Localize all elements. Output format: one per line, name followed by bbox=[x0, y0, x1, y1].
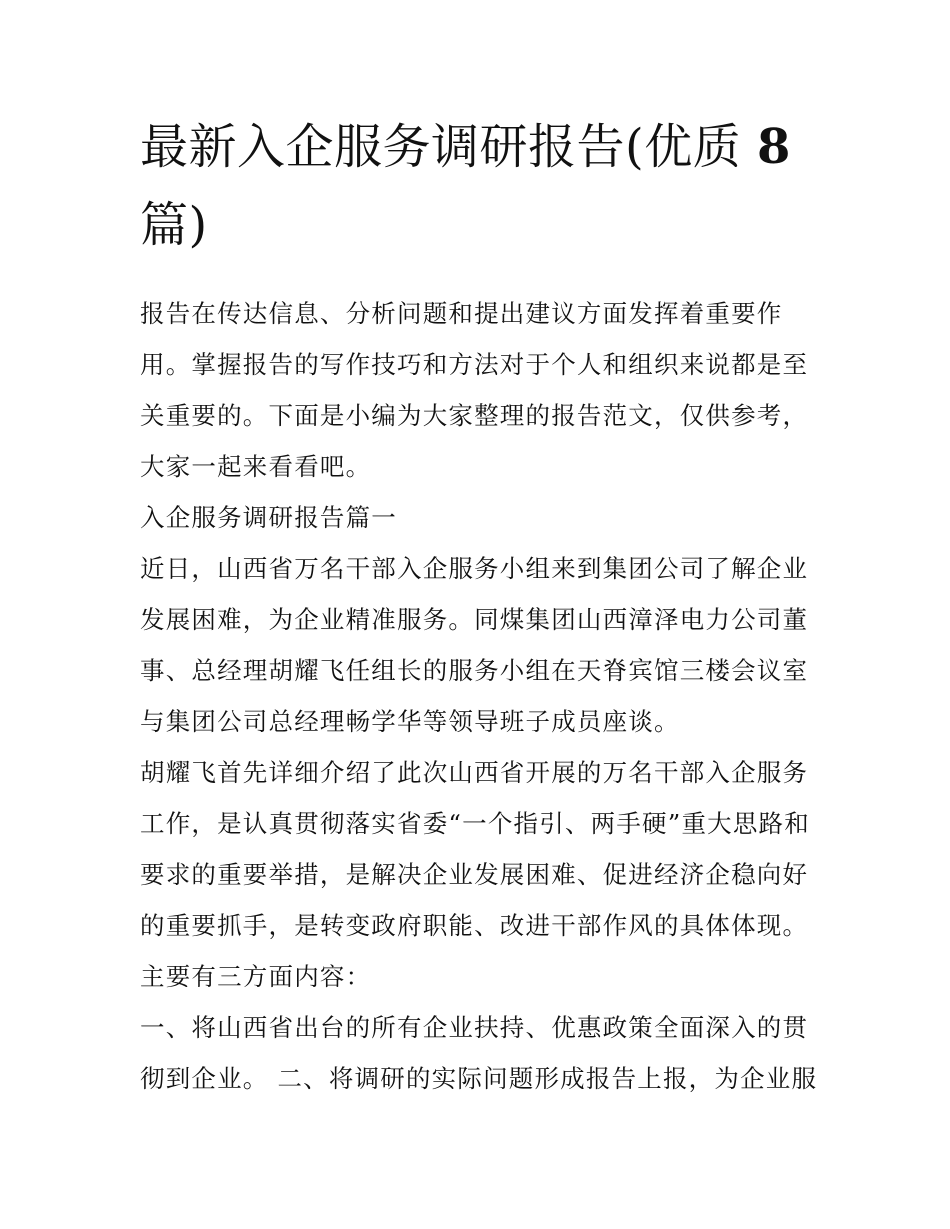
title-main: 最新入企服务调研报告(优质 bbox=[140, 119, 742, 175]
title-number: 8 bbox=[757, 119, 791, 175]
section-heading: 入企服务调研报告篇一 bbox=[140, 503, 397, 532]
intro-paragraph: 报告在传达信息、分析问题和提出建议方面发挥着重要作用。掌握报告的写作技巧和方法对于个人和组织来说都是至关重要的。下面是小编为大家整理的报告范文，仅供参考，大家一起来看看吧。 bbox=[140, 299, 809, 481]
body-paragraph: 一、将山西省出台的所有企业扶持、优惠政策全面深入的贯彻到企业。 二、将调研的实际问题形成报告上报，为企业服 bbox=[140, 1013, 818, 1093]
document-title bbox=[140, 108, 820, 264]
document-content bbox=[140, 108, 820, 1104]
body-paragraph: 近日，山西省万名干部入企服务小组来到集团公司了解企业发展困难，为企业精准服务。同煤集团山西漳泽电力公司董事、总经理胡耀飞任组长的服务小组在天脊宾馆三楼会议室与集团公司总经理畅学华等领导班子成员座谈。 bbox=[140, 554, 809, 736]
title-end: 篇) bbox=[140, 197, 208, 253]
body-paragraph: 胡耀飞首先详细介绍了此次山西省开展的万名干部入企服务工作，是认真贯彻落实省委“一个指引、两手硬”重大思路和要求的重要举措，是解决企业发展困难、促进经济企稳向好的重要抓手，是转变政府职能、改进干部作风的具体体现。主要有三方面内容： bbox=[140, 758, 810, 991]
document-body bbox=[140, 288, 820, 1104]
